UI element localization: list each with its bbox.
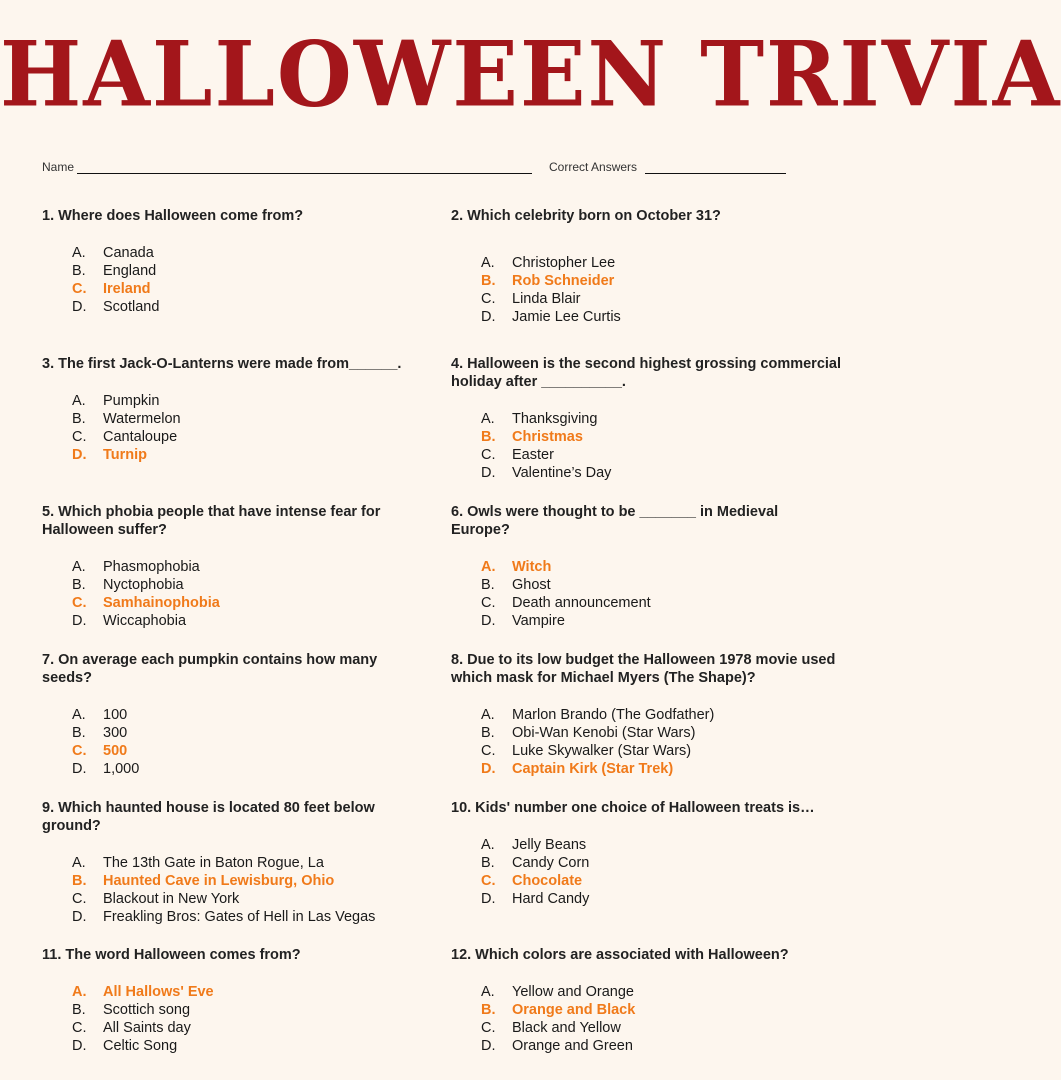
question-10 xyxy=(451,799,851,908)
answer-option[interactable]: C. Blackout in New York xyxy=(72,891,240,907)
answer-option[interactable]: D. Vampire xyxy=(481,613,565,629)
question-4 xyxy=(451,355,841,482)
question-text: 7. On average each pumpkin contains how many seeds? xyxy=(42,652,378,686)
correct-answers-input-line[interactable] xyxy=(645,173,786,174)
question-text: 12. Which colors are associated with Halloween? xyxy=(451,947,789,963)
answer-option[interactable]: A. Thanksgiving xyxy=(481,411,598,427)
answer-option[interactable]: A. The 13th Gate in Baton Rogue, La xyxy=(72,855,324,871)
question-text: 5. Which phobia people that have intense fear for Halloween suffer? xyxy=(42,504,381,538)
answer-options xyxy=(42,854,417,926)
correct-answer-option[interactable]: C. 500 xyxy=(72,743,128,759)
answer-option[interactable]: A. 100 xyxy=(72,707,128,723)
question-text: 3. The first Jack-O-Lanterns were made from______. xyxy=(42,356,402,372)
correct-answer-option[interactable]: D. Captain Kirk (Star Trek) xyxy=(481,761,674,777)
answer-options xyxy=(42,706,422,778)
correct-answer-option[interactable]: C. Samhainophobia xyxy=(72,595,220,611)
question-text: 9. Which haunted house is located 80 feet below ground? xyxy=(42,800,375,834)
question-text: 8. Due to its low budget the Halloween 1978 movie used which mask for Michael Myers (The Shape)? xyxy=(451,652,836,686)
answer-options xyxy=(451,706,846,778)
answer-option[interactable]: D. Freakling Bros: Gates of Hell in Las Vegas xyxy=(72,909,376,925)
answer-option[interactable]: B. England xyxy=(72,263,157,279)
question-text: 2. Which celebrity born on October 31? xyxy=(451,208,721,224)
answer-options xyxy=(451,410,841,482)
question-5 xyxy=(42,503,422,630)
answer-option[interactable]: A. Canada xyxy=(72,245,154,261)
answer-option[interactable]: B. 300 xyxy=(72,725,128,741)
answer-option[interactable]: C. Black and Yellow xyxy=(481,1020,621,1036)
answer-option[interactable]: B. Candy Corn xyxy=(481,855,590,871)
name-row xyxy=(42,160,842,176)
answer-option[interactable]: D. 1,000 xyxy=(72,761,140,777)
answer-option[interactable]: B. Watermelon xyxy=(72,411,181,427)
answer-option[interactable]: A. Marlon Brando (The Godfather) xyxy=(481,707,715,723)
question-9 xyxy=(42,799,417,926)
question-text: 4. Halloween is the second highest grossing commercial holiday after __________. xyxy=(451,356,841,390)
answer-options xyxy=(42,244,442,316)
question-11 xyxy=(42,946,442,1055)
name-input-line[interactable] xyxy=(77,173,532,174)
answer-option[interactable]: B. Ghost xyxy=(481,577,551,593)
answer-option[interactable]: D. Celtic Song xyxy=(72,1038,178,1054)
question-7 xyxy=(42,651,422,778)
name-label: Name xyxy=(42,160,75,174)
question-1 xyxy=(42,207,442,316)
question-6 xyxy=(451,503,826,630)
correct-answer-option[interactable]: C. Ireland xyxy=(72,281,151,297)
answer-option[interactable]: C. Easter xyxy=(481,447,554,463)
correct-answer-option[interactable]: A. Witch xyxy=(481,559,552,575)
correct-answer-option[interactable]: D. Turnip xyxy=(72,447,148,463)
answer-options xyxy=(42,983,442,1055)
correct-answer-option[interactable]: B. Rob Schneider xyxy=(481,273,615,289)
answer-option[interactable]: D. Scotland xyxy=(72,299,160,315)
answer-option[interactable]: D. Orange and Green xyxy=(481,1038,633,1054)
question-12 xyxy=(451,946,861,1055)
answer-option[interactable]: D. Wiccaphobia xyxy=(72,613,187,629)
answer-option[interactable]: C. Death announcement xyxy=(481,595,651,611)
answer-option[interactable]: A. Jelly Beans xyxy=(481,837,587,853)
answer-option[interactable]: A. Christopher Lee xyxy=(481,255,616,271)
answer-options xyxy=(42,558,422,630)
answer-options xyxy=(451,558,826,630)
answer-option[interactable]: D. Jamie Lee Curtis xyxy=(481,309,621,325)
question-text: 1. Where does Halloween come from? xyxy=(42,208,304,224)
answer-option[interactable]: D. Valentine’s Day xyxy=(481,465,612,481)
answer-option[interactable]: B. Nyctophobia xyxy=(72,577,184,593)
answer-options xyxy=(451,983,861,1055)
correct-answer-option[interactable]: C. Chocolate xyxy=(481,873,583,889)
answer-options xyxy=(451,836,851,908)
answer-option[interactable]: C. Luke Skywalker (Star Wars) xyxy=(481,743,692,759)
correct-answer-option[interactable]: B. Orange and Black xyxy=(481,1002,636,1018)
answer-option[interactable]: A. Pumpkin xyxy=(72,393,160,409)
question-text: 6. Owls were thought to be _______ in Medieval Europe? xyxy=(451,504,779,538)
answer-option[interactable]: A. Yellow and Orange xyxy=(481,984,634,1000)
answer-option[interactable]: A. Phasmophobia xyxy=(72,559,200,575)
question-2 xyxy=(451,207,851,326)
answer-option[interactable]: B. Scottich song xyxy=(72,1002,191,1018)
answer-option[interactable]: C. Linda Blair xyxy=(481,291,581,307)
question-3 xyxy=(42,355,442,464)
page-title: HALLOWEEN TRIVIA xyxy=(0,21,1061,128)
question-text: 10. Kids' number one choice of Halloween treats is… xyxy=(451,800,815,816)
correct-answers-label: Correct Answers xyxy=(549,160,638,174)
answer-options xyxy=(451,254,851,326)
answer-option[interactable]: C. All Saints day xyxy=(72,1020,191,1036)
answer-options xyxy=(42,392,442,464)
question-text: 11. The word Halloween comes from? xyxy=(42,947,301,963)
correct-answer-option[interactable]: B. Haunted Cave in Lewisburg, Ohio xyxy=(72,873,335,889)
answer-option[interactable]: C. Cantaloupe xyxy=(72,429,178,445)
question-8 xyxy=(451,651,846,778)
answer-option[interactable]: D. Hard Candy xyxy=(481,891,590,907)
answer-option[interactable]: B. Obi-Wan Kenobi (Star Wars) xyxy=(481,725,696,741)
correct-answer-option[interactable]: A. All Hallows' Eve xyxy=(72,984,214,1000)
correct-answer-option[interactable]: B. Christmas xyxy=(481,429,583,445)
